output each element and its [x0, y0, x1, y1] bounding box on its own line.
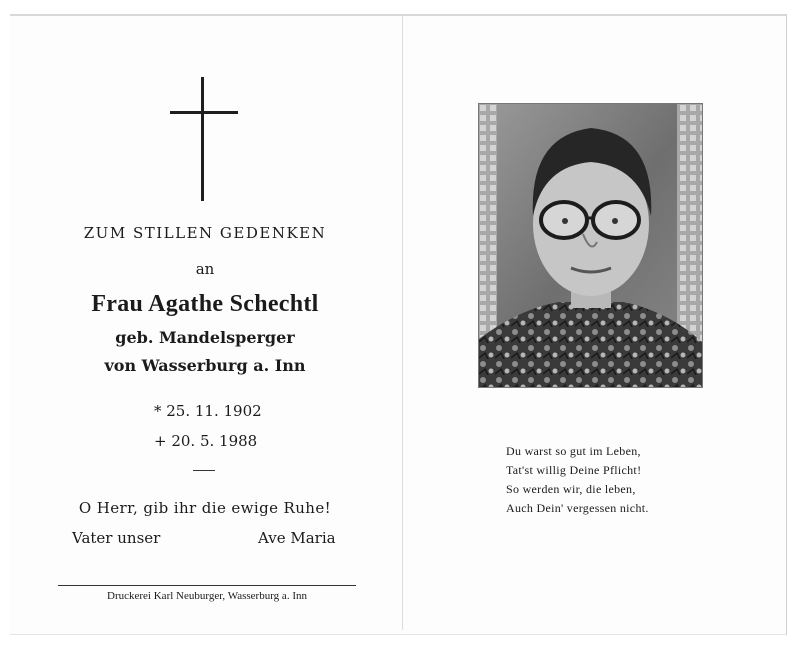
separator-dash: [193, 470, 215, 471]
card-fold-line: [402, 16, 403, 630]
dedication-word: an: [195, 260, 215, 278]
poem-line: So werden wir, die leben,: [506, 482, 636, 496]
memorial-heading: ZUM STILLEN GEDENKEN: [83, 224, 327, 242]
deceased-name: Frau Agathe Schechtl: [91, 291, 319, 317]
hometown: von Wasserburg a. Inn: [104, 356, 306, 375]
printer-credit: Druckerei Karl Neuburger, Wasserburg a. Inn: [107, 590, 307, 602]
prayer-line: O Herr, gib ihr die ewige Ruhe!: [78, 499, 332, 517]
footer-rule: [58, 585, 356, 586]
poem-line: Tat'st willig Deine Pflicht!: [506, 463, 642, 477]
portrait-photo: [478, 103, 703, 388]
cross-icon: [201, 77, 204, 201]
prayer-vater-unser: Vater unser: [72, 529, 161, 547]
death-date: + 20. 5. 1988: [154, 432, 258, 450]
poem-line: Du warst so gut im Leben,: [506, 444, 641, 458]
prayer-ave-maria: Ave Maria: [258, 529, 336, 547]
memorial-poem: [506, 442, 649, 518]
maiden-name: geb. Mandelsperger: [115, 328, 295, 347]
birth-date: * 25. 11. 1902: [154, 402, 262, 420]
poem-line: Auch Dein' vergessen nicht.: [506, 501, 649, 515]
cross-icon-bar: [170, 111, 238, 114]
